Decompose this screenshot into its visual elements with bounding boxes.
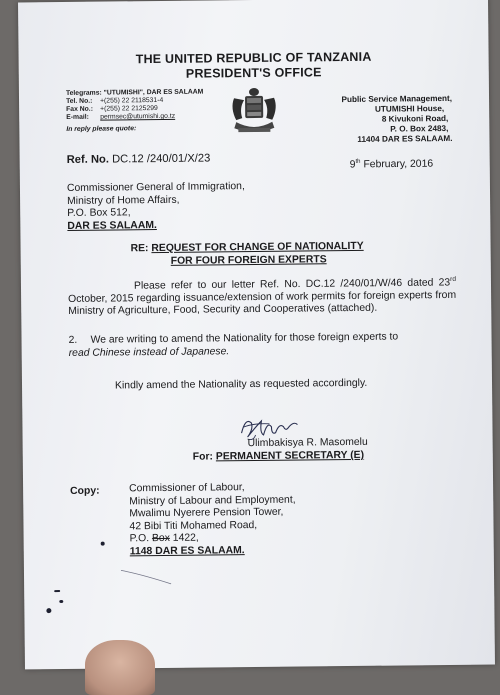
copy-line-1: Commissioner of Labour, bbox=[129, 482, 245, 495]
for-value: PERMANENT SECRETARY (E) bbox=[215, 449, 365, 463]
copy-line-4: 42 Bibi Titi Mohamed Road, bbox=[129, 519, 258, 532]
copy-line-6: 1148 DAR ES SALAAM. bbox=[129, 544, 245, 557]
ink-dot bbox=[59, 600, 63, 603]
recipient-block bbox=[67, 181, 245, 233]
paragraph-1: Please refer to our letter Ref. No. DC.12 /240/01/W/46 dated 23rd October, 2015 regarding issuance/extension of work permits for foreign experts from Ministry of Agriculture, Food, Security and Cooperatives (attached). bbox=[68, 275, 457, 318]
recipient-line-2: Ministry of Home Affairs, bbox=[67, 194, 180, 207]
sender-line-4: P. O. Box 2483, bbox=[390, 123, 449, 134]
ink-dot bbox=[46, 608, 51, 613]
sender-line-1: Public Service Management, bbox=[341, 93, 453, 105]
ink-dot bbox=[101, 542, 105, 546]
tel-value: +(255) 22 2118531-4 bbox=[100, 96, 164, 105]
sender-line-3: 8 Kivukoni Road, bbox=[381, 113, 449, 124]
letter-date: 9th February, 2016 bbox=[349, 158, 434, 171]
subject-line-1: REQUEST FOR CHANGE OF NATIONALITY bbox=[151, 240, 364, 255]
recipient-line-4: DAR ES SALAAM. bbox=[67, 219, 157, 232]
signatory-name: Ulimbakisya R. Masomelu bbox=[247, 436, 368, 450]
ref-label: Ref. No. bbox=[66, 153, 109, 166]
recipient-line-3: P.O. Box 512, bbox=[67, 207, 131, 219]
for-label: For: bbox=[192, 451, 214, 463]
telegrams-value: "UTUMISHI", DAR ES SALAAM bbox=[103, 88, 204, 97]
reference-line bbox=[67, 152, 211, 166]
copy-label: Copy: bbox=[70, 485, 100, 497]
header-republic: THE UNITED REPUBLIC OF TANZANIA bbox=[135, 49, 372, 67]
letter-paper bbox=[18, 0, 495, 669]
email-label: E-mail: bbox=[66, 113, 89, 121]
copy-line-2: Ministry of Labour and Employment, bbox=[129, 494, 296, 507]
telegrams-label: Telegrams: bbox=[65, 89, 102, 97]
subject-label: RE: bbox=[130, 243, 149, 255]
coat-of-arms-emblem bbox=[224, 84, 285, 137]
paragraph-2: 2. We are writing to amend the Nationality for those foreign experts to read Chinese instead of Japanese. bbox=[68, 331, 458, 360]
reply-note: In reply please quote: bbox=[66, 125, 137, 133]
copy-line-5: P.O. Box 1422, bbox=[129, 532, 199, 545]
header-office: PRESIDENT'S OFFICE bbox=[185, 65, 322, 81]
paragraph-2-line-2: read Chinese instead of Japanese. bbox=[68, 345, 230, 359]
sender-address bbox=[304, 94, 453, 146]
email-value[interactable]: permsec@utumishi.go.tz bbox=[100, 112, 176, 121]
contacts-block bbox=[66, 89, 204, 122]
tel-label: Tel. No.: bbox=[66, 97, 93, 105]
fax-label: Fax No.: bbox=[66, 105, 93, 113]
sender-line-2: UTUMISHI House, bbox=[374, 104, 445, 114]
sender-line-5: 11404 DAR ES SALAAM. bbox=[357, 133, 453, 144]
subject-line bbox=[131, 241, 364, 256]
ink-mark bbox=[54, 590, 60, 592]
fax-value: +(255) 22 2125299 bbox=[100, 105, 158, 113]
thumb-finger bbox=[85, 640, 155, 695]
copy-line-3: Mwalimu Nyerere Pension Tower, bbox=[129, 506, 284, 520]
pen-stroke-mark bbox=[119, 566, 179, 589]
recipient-line-1: Commissioner General of Immigration, bbox=[66, 181, 245, 194]
ref-number: DC.12 /240/01/X/23 bbox=[111, 152, 211, 166]
paragraph-2-number: 2. bbox=[68, 334, 78, 346]
subject-line-2: FOR FOUR FOREIGN EXPERTS bbox=[170, 254, 327, 267]
paragraph-3: Kindly amend the Nationality as requested accordingly. bbox=[114, 377, 368, 392]
signatory-for bbox=[193, 450, 364, 464]
copy-block bbox=[129, 482, 296, 559]
